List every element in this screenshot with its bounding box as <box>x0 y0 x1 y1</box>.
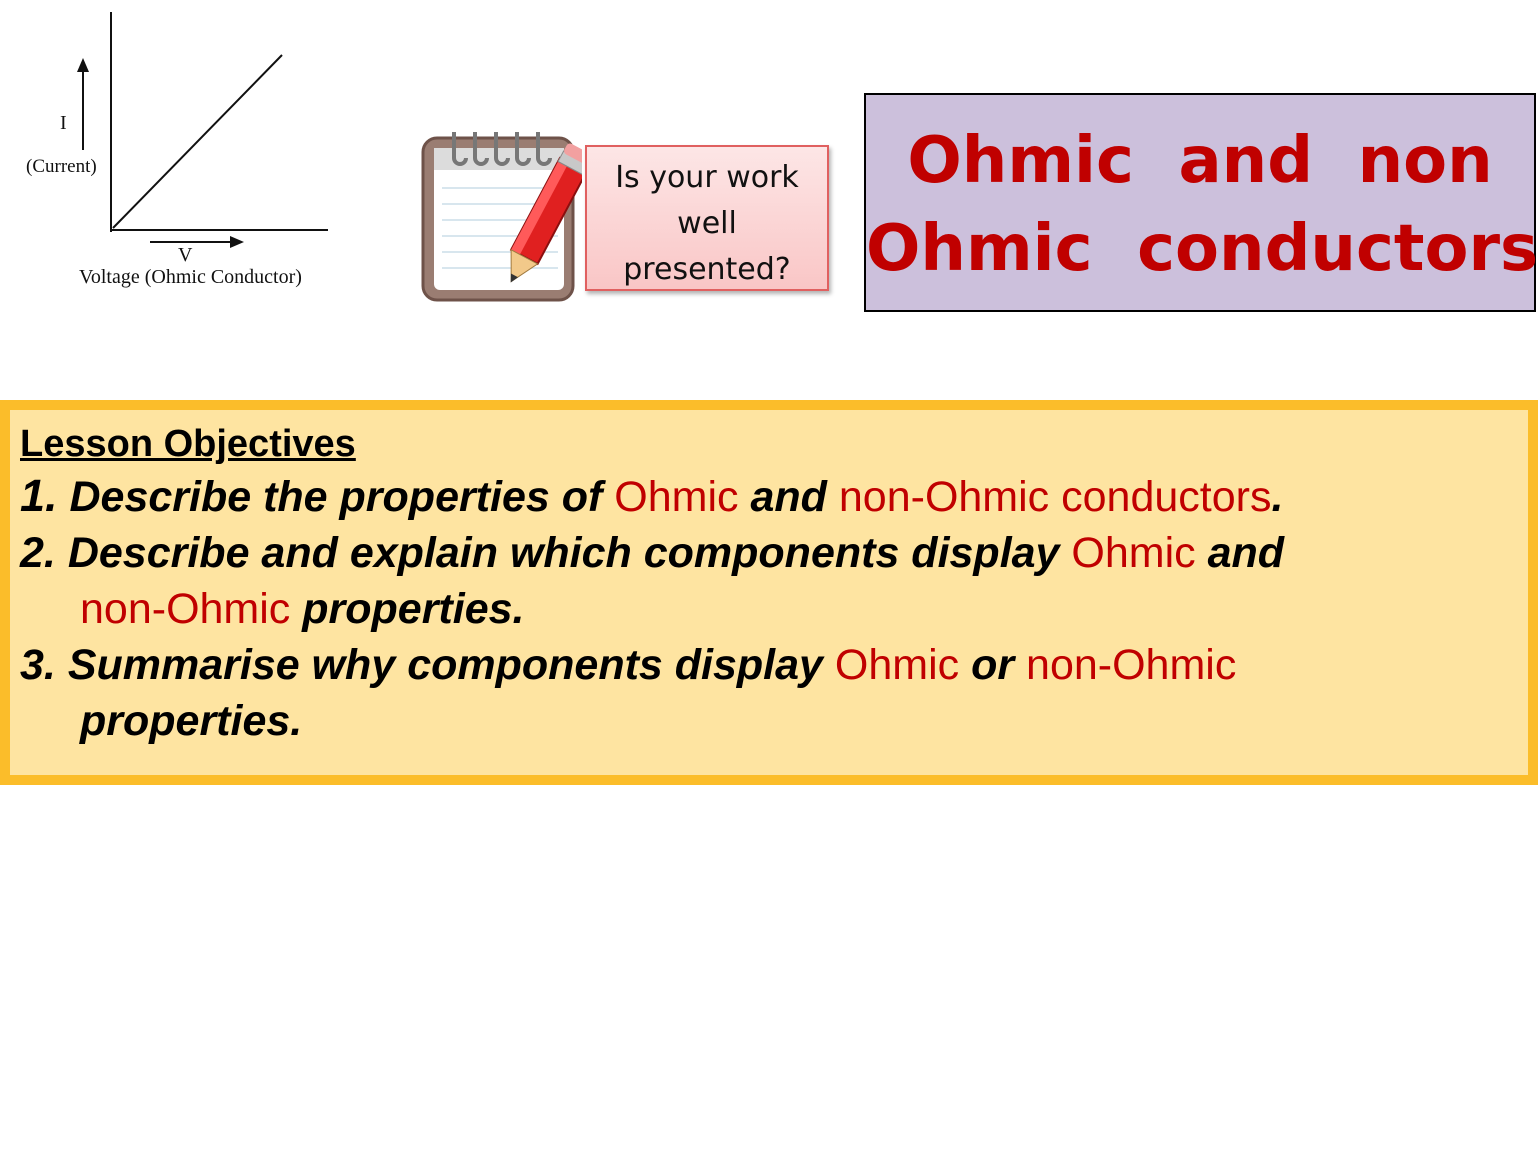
current-arrowhead-icon <box>77 58 89 72</box>
objective-text: properties. <box>290 585 525 633</box>
y-axis-sublabel: (Current) <box>26 156 97 177</box>
objective-2 <box>20 525 1528 581</box>
objective-highlight: non-Ohmic conductors <box>838 473 1272 521</box>
objective-number: 2. <box>20 529 56 577</box>
objective-text: Describe the properties of <box>69 473 615 521</box>
ohmic-iv-graph <box>20 8 360 298</box>
objective-highlight: Ohmic <box>614 473 739 521</box>
objective-highlight: Ohmic <box>834 641 960 689</box>
objective-text: . <box>1271 473 1284 521</box>
reminder-line-1: Is your work <box>615 160 799 195</box>
presentation-reminder <box>585 145 829 291</box>
x-axis-label: V <box>178 244 193 266</box>
objectives-heading: Lesson Objectives <box>20 423 356 465</box>
objective-3 <box>20 637 1528 693</box>
ohmic-line <box>113 55 282 228</box>
reminder-line-3: presented? <box>623 252 791 287</box>
objective-number: 3. <box>20 641 56 689</box>
lesson-objectives-box <box>0 400 1538 785</box>
objective-text: Describe and explain which components display <box>67 529 1072 577</box>
notepad-pencil-icon <box>420 128 582 306</box>
objective-number: 1. <box>20 470 58 521</box>
objective-3-continued <box>20 693 1528 749</box>
graph-caption: Voltage (Ohmic Conductor) <box>79 266 302 288</box>
objective-text: and <box>738 473 839 521</box>
reminder-line-2: well <box>677 206 737 241</box>
title-line-2: Ohmic conductors <box>866 212 1538 286</box>
title-line-1: Ohmic and non <box>907 124 1493 198</box>
voltage-arrowhead-icon <box>230 236 244 248</box>
objective-highlight: non-Ohmic <box>80 585 291 633</box>
objective-highlight: non-Ohmic <box>1026 641 1237 689</box>
objective-1 <box>20 468 1528 525</box>
objective-2-continued <box>20 581 1528 637</box>
y-axis-label: I <box>60 112 67 134</box>
objective-highlight: Ohmic <box>1071 529 1196 577</box>
objective-text: Summarise why components display <box>67 641 835 689</box>
objective-text: properties. <box>80 697 303 745</box>
objective-text: or <box>959 641 1027 689</box>
objective-text: and <box>1195 529 1285 577</box>
slide-title <box>864 93 1536 312</box>
